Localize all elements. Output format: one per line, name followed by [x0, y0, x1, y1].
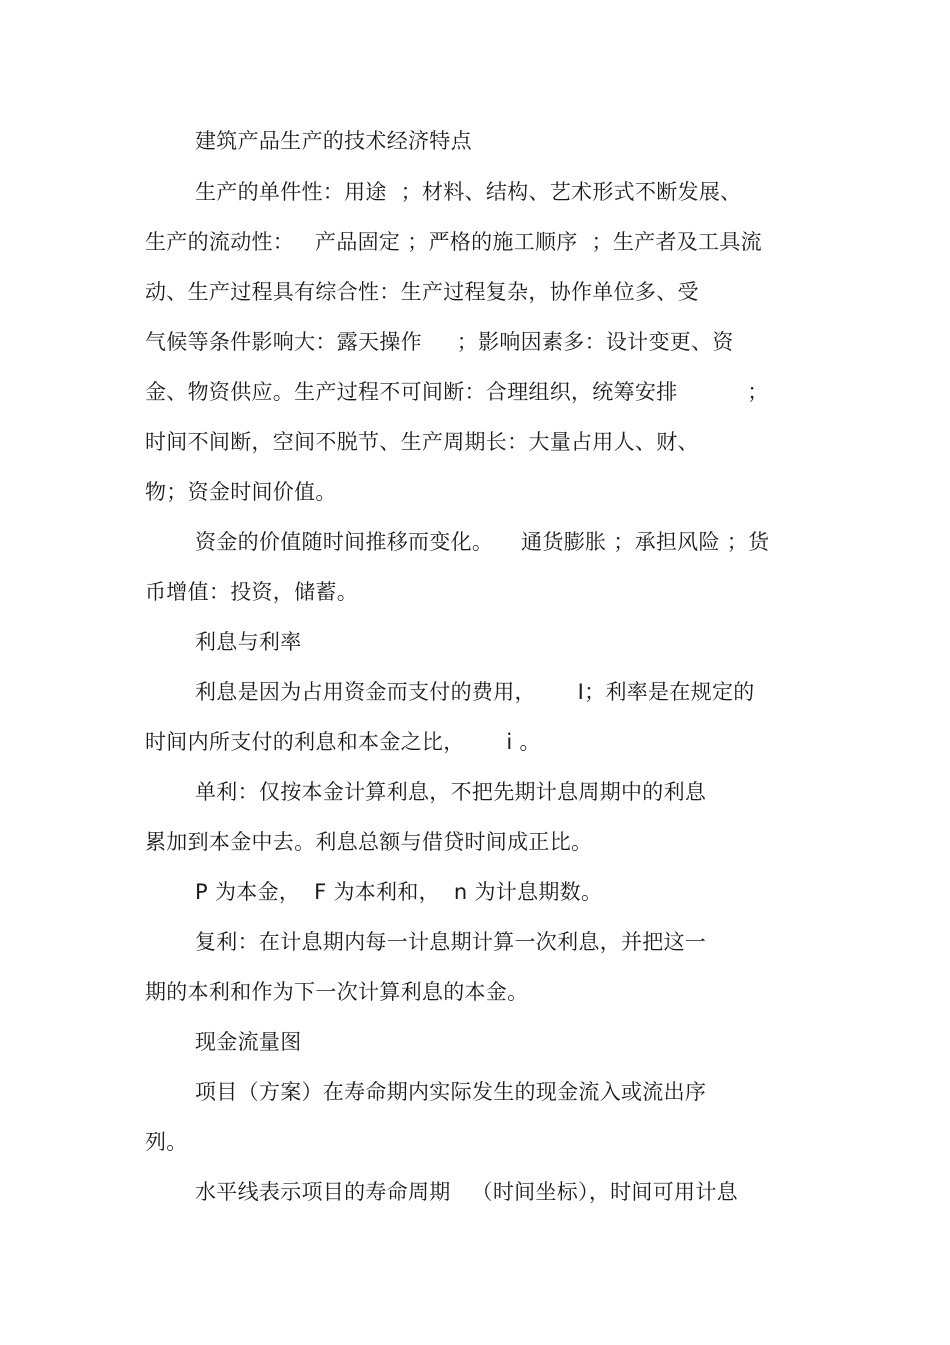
heading-construction-features: 建筑产品生产的技术经济特点 [195, 129, 472, 153]
heading-interest-rate: 利息与利率 [195, 630, 302, 654]
heading-cash-flow-diagram: 现金流量图 [195, 1030, 302, 1054]
paragraph-line: 动、生产过程具有综合性：生产过程复杂，协作单位多、受 [145, 280, 699, 304]
paragraph-line: 金、物资供应。生产过程不可间断：合理组织，统筹安排 ； [145, 380, 769, 404]
paragraph-line: 水平线表示项目的寿命周期 （时间坐标），时间可用计息 [195, 1180, 738, 1204]
paragraph-line: P 为本金， F 为本利和， n 为计息期数。 [195, 880, 603, 904]
paragraph-line: 生产的流动性： 产品固定 ；严格的施工顺序 ；生产者及工具流 [145, 230, 762, 254]
paragraph-line: 复利：在计息期内每一计息期计算一次利息，并把这一 [195, 930, 707, 954]
paragraph-line: 资金的价值随时间推移而变化。 通货膨胀 ；承担风险 ；货 [195, 530, 770, 554]
paragraph-line: 项目（方案）在寿命期内实际发生的现金流入或流出序 [195, 1080, 707, 1104]
paragraph-line: 单利：仅按本金计算利息，不把先期计息周期中的利息 [195, 780, 707, 804]
paragraph-line: 时间不间断，空间不脱节、生产周期长：大量占用人、财、 [145, 430, 699, 454]
paragraph-line: 期的本利和作为下一次计算利息的本金。 [145, 980, 529, 1004]
paragraph-line: 物；资金时间价值。 [145, 480, 337, 504]
paragraph-line: 累加到本金中去。利息总额与借贷时间成正比。 [145, 830, 593, 854]
paragraph-line: 利息是因为占用资金而支付的费用， I；利率是在规定的 [195, 680, 755, 704]
paragraph-line: 时间内所支付的利息和本金之比， i 。 [145, 730, 541, 754]
paragraph-line: 气候等条件影响大：露天操作 ；影响因素多：设计变更、资 [145, 330, 734, 354]
paragraph-line: 列。 [145, 1130, 188, 1154]
paragraph-line: 币增值：投资，储蓄。 [145, 580, 358, 604]
paragraph-line: 生产的单件性：用途 ；材料、结构、艺术形式不断发展、 [195, 180, 742, 204]
